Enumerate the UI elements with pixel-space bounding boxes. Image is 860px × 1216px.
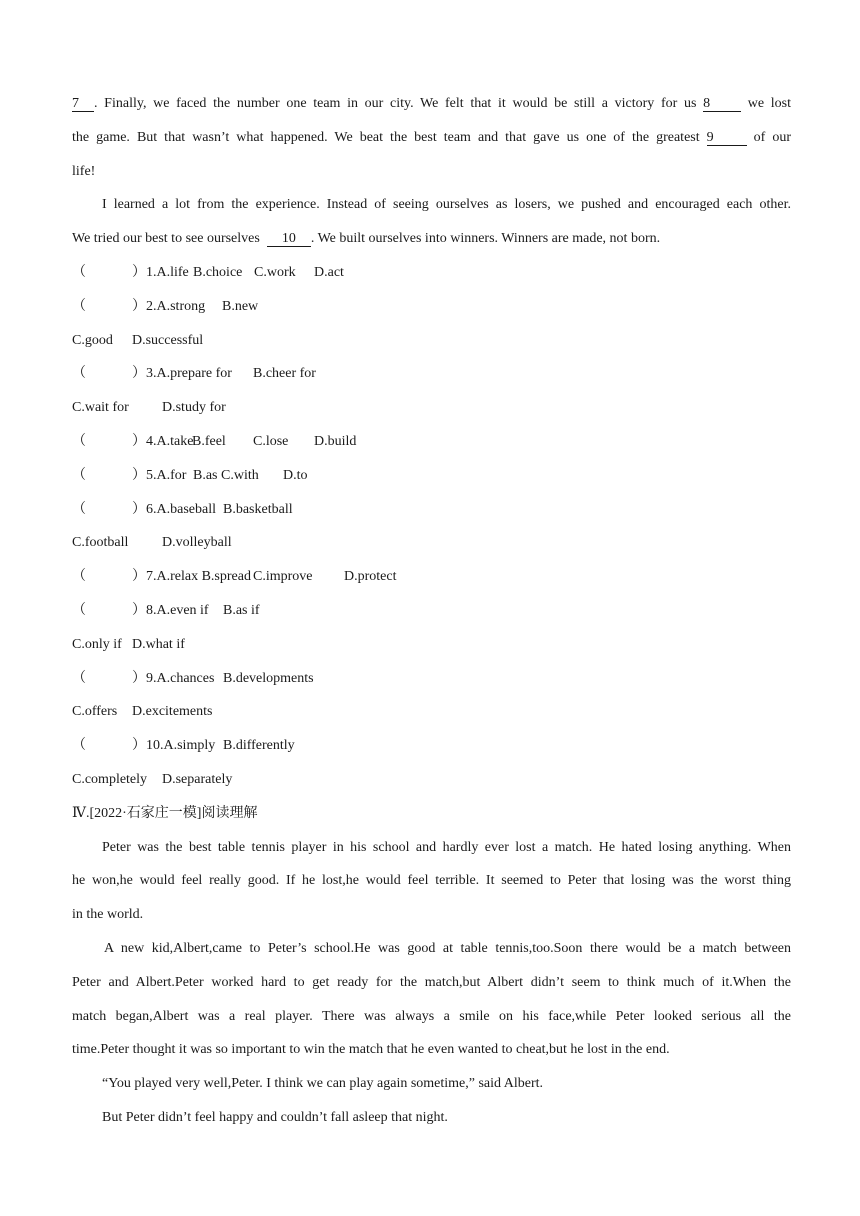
- option-c: C.good: [72, 332, 113, 348]
- question-1: [72, 256, 791, 290]
- question-9-cont: [72, 695, 791, 729]
- option-c: C.lose: [253, 433, 289, 449]
- question-9: [72, 662, 791, 696]
- reading-line: [72, 898, 791, 932]
- question-stem: ）4.A.take: [132, 433, 194, 449]
- option-b: B.cheer for: [253, 366, 316, 382]
- reading-line: [72, 1067, 791, 1101]
- question-stem: ）5.A.for: [132, 467, 187, 483]
- answer-paren[interactable]: （: [72, 501, 86, 517]
- passage-text: the game. But that wasn’t what happened. We beat the best team and that gave us one of the greatest: [72, 129, 700, 145]
- question-7: [72, 560, 791, 594]
- option-c: C.work: [254, 264, 296, 280]
- reading-text: time.Peter thought it was so important to win the match that he even wanted to cheat,but he lost in the end.: [72, 1042, 670, 1058]
- passage-text: we lost: [747, 96, 791, 111]
- passage-text: of our: [753, 129, 791, 145]
- section-title: Ⅳ.[2022·石家庄一模]阅读理解: [72, 805, 258, 821]
- passage-text: We tried our best to see ourselves: [72, 231, 260, 247]
- question-stem: ）3.A.prepare for: [132, 366, 232, 382]
- reading-text: Peter and Albert.Peter worked hard to get ready for the match,but Albert didn’t seem to think much of it.When the: [72, 974, 791, 990]
- reading-line: [72, 864, 791, 898]
- passage-line: [72, 222, 791, 256]
- question-2: [72, 290, 791, 324]
- option-c: C.only if: [72, 636, 122, 652]
- reading-text: Peter was the best table tennis player in his school and hardly ever lost a match. He hated losing anything. When: [102, 839, 791, 855]
- question-10: [72, 729, 791, 763]
- question-stem: ）6.A.baseball: [132, 501, 216, 517]
- question-stem: ）1.A.life: [132, 264, 189, 280]
- answer-paren[interactable]: （: [72, 670, 86, 686]
- option-d: D.build: [314, 433, 357, 449]
- reading-line: [72, 831, 791, 865]
- option-b: B.as C.with: [193, 467, 259, 483]
- blank-8: 8: [703, 96, 741, 112]
- option-d: D.successful: [132, 332, 204, 348]
- option-c: C.improve: [253, 569, 313, 585]
- answer-paren[interactable]: （: [72, 602, 86, 618]
- reading-line: [72, 966, 791, 1000]
- question-8-cont: [72, 628, 791, 662]
- option-d: D.volleyball: [162, 535, 232, 551]
- blank-7: 7: [72, 96, 94, 112]
- reading-text: match began,Albert was a real player. There was always a smile on his face,while Peter looked serious all the: [72, 1008, 791, 1024]
- answer-paren[interactable]: （: [72, 264, 86, 280]
- reading-line: [72, 932, 791, 966]
- question-2-cont: [72, 324, 791, 358]
- question-6-cont: [72, 526, 791, 560]
- reading-text: in the world.: [72, 907, 144, 923]
- option-b: B.as if: [223, 602, 260, 618]
- answer-paren[interactable]: （: [72, 433, 86, 449]
- section-heading: [72, 797, 791, 831]
- option-c: C.football: [72, 535, 129, 551]
- question-stem: ）9.A.chances: [132, 670, 215, 686]
- option-d: D.to: [283, 467, 308, 483]
- reading-text: “You played very well,Peter. I think we can play again sometime,” said Albert.: [102, 1076, 544, 1092]
- passage-text: . Finally, we faced the number one team in our city. We felt that it would be still a victory for us: [94, 96, 697, 111]
- reading-line: [72, 1101, 791, 1135]
- option-d: D.separately: [162, 771, 233, 787]
- passage-text: I learned a lot from the experience. Instead of seeing ourselves as losers, we pushed and encouraged each other.: [102, 197, 791, 213]
- document-page: [72, 87, 791, 1135]
- option-b: B.basketball: [223, 501, 293, 517]
- question-stem: ）7.A.relax B.spread: [132, 569, 251, 585]
- reading-text: A new kid,Albert,came to Peter’s school.He was good at table tennis,too.Soon there would be a match between: [104, 940, 791, 956]
- option-d: D.what if: [132, 636, 185, 652]
- blank-9: 9: [707, 130, 747, 146]
- blank-10: 10: [267, 231, 311, 247]
- answer-paren[interactable]: （: [72, 298, 86, 314]
- answer-paren[interactable]: （: [72, 467, 86, 483]
- passage-line: [72, 155, 791, 189]
- question-10-cont: [72, 763, 791, 797]
- answer-paren[interactable]: （: [72, 738, 86, 754]
- passage-line: [72, 87, 791, 121]
- option-b: B.choice: [193, 264, 243, 280]
- option-c: C.wait for: [72, 400, 129, 416]
- question-5: [72, 459, 791, 493]
- passage-text: . We built ourselves into winners. Winners are made, not born.: [310, 231, 661, 247]
- question-3-cont: [72, 391, 791, 425]
- question-stem: ）10.A.simply: [132, 738, 216, 754]
- question-3: [72, 357, 791, 391]
- answer-paren[interactable]: （: [72, 366, 86, 382]
- reading-text: But Peter didn’t feel happy and couldn’t fall asleep that night.: [102, 1109, 448, 1125]
- answer-paren[interactable]: （: [72, 569, 86, 585]
- option-c: C.completely: [72, 771, 148, 787]
- option-d: D.study for: [162, 400, 226, 416]
- reading-line: [72, 1033, 791, 1067]
- question-stem: ）8.A.even if: [132, 602, 209, 618]
- option-d: D.protect: [344, 569, 397, 585]
- option-d: D.act: [314, 264, 344, 280]
- question-8: [72, 594, 791, 628]
- option-b: B.differently: [223, 738, 295, 754]
- passage-line: [72, 121, 791, 155]
- option-b: B.developments: [223, 670, 314, 686]
- passage-line: [72, 188, 791, 222]
- passage-text: life!: [72, 163, 96, 179]
- question-6: [72, 493, 791, 527]
- option-c: C.offers: [72, 704, 118, 720]
- option-b: B.new: [222, 298, 259, 314]
- reading-line: [72, 1000, 791, 1034]
- reading-text: he won,he would feel really good. If he lost,he would feel terrible. It seemed to Peter that losing was the worst thing: [72, 873, 791, 889]
- option-d: D.excitements: [132, 704, 213, 720]
- question-stem: ）2.A.strong: [132, 298, 206, 314]
- option-b: B.feel: [192, 433, 226, 449]
- question-4: [72, 425, 791, 459]
